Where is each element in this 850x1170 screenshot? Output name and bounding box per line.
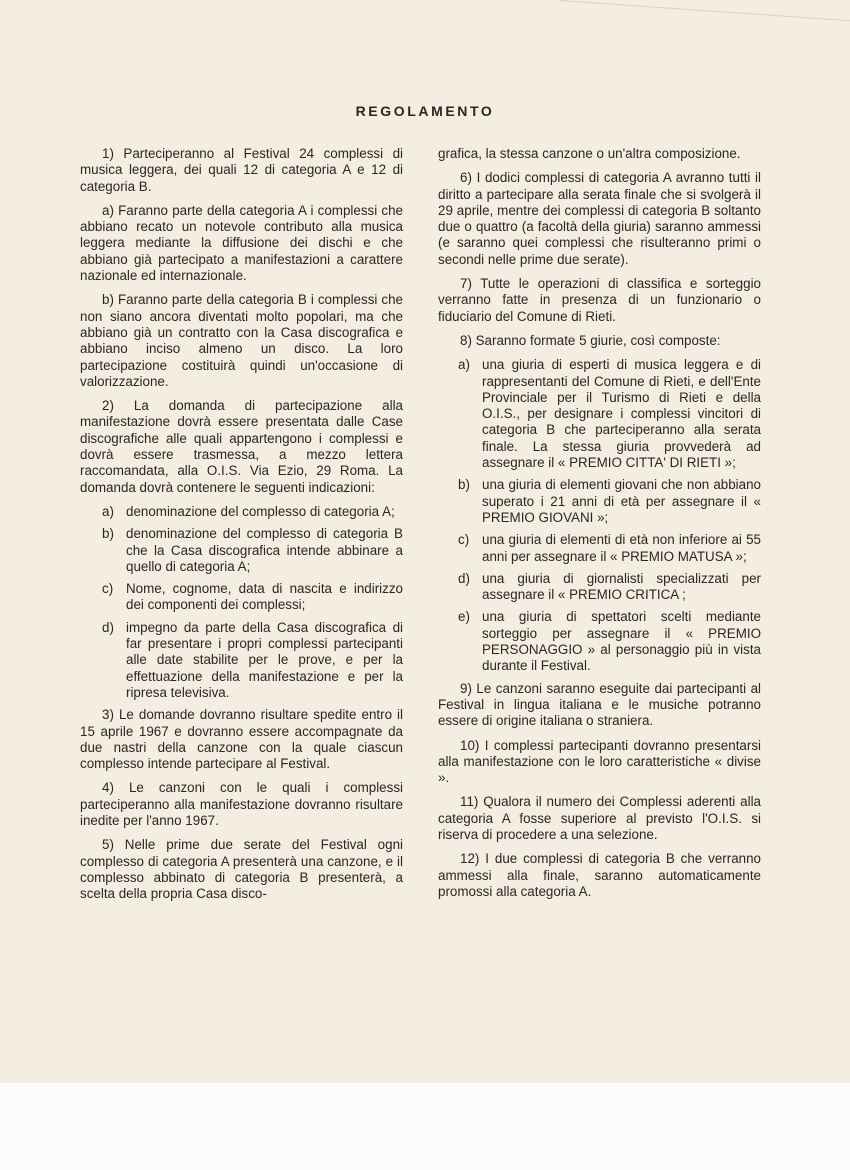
article-5: 5) Nelle prime due serate del Festival ogni complesso di categoria A presenterà una canzone, e il complesso abbinato di categoria B presenterà, a scelta della propria Casa disco- bbox=[80, 837, 403, 902]
list-item-text: Nome, cognome, data di nascita e indirizzo dei componenti dei complessi; bbox=[126, 581, 403, 613]
article-8: 8) Saranno formate 5 giurie, così composte: bbox=[460, 332, 721, 348]
list-item-text: denominazione del complesso di categoria A; bbox=[126, 503, 395, 519]
document-title: REGOLAMENTO bbox=[355, 103, 495, 119]
list-item-label: c) bbox=[458, 532, 470, 548]
list-item bbox=[102, 581, 403, 614]
list-item-text: una giuria di giornalisti specializzati per assegnare il « PREMIO CRITICA ; bbox=[482, 570, 761, 603]
list-item bbox=[458, 532, 761, 565]
list-item-label: e) bbox=[458, 609, 470, 625]
left-column bbox=[80, 146, 403, 910]
article-8-list bbox=[438, 357, 761, 674]
article-9: 9) Le canzoni saranno eseguite dai partecipanti al Festival in lingua italiana e le musiche potranno essere di origine italiana o straniera. bbox=[438, 680, 761, 729]
list-item-text: denominazione del complesso di categoria B che la Casa discografica intende abbinare a quello di categoria A; bbox=[126, 526, 403, 574]
article-3: 3) Le domande dovranno risultare spedite entro il 15 aprile 1967 e dovranno essere accompagnate da due nastri della canzone con la quale ciascun complesso intende partecipare al Festival. bbox=[80, 707, 403, 772]
list-item bbox=[102, 526, 403, 575]
article-2: 2) La domanda di partecipazione alla manifestazione dovrà essere presentata dalle Case discografiche alle quali appartengono i complessi e dovrà essere trasmessa, a mezzo lettera raccomandata, alla O.I.S. Via Ezio, 29 Roma. La domanda dovrà contenere le seguenti indicazioni: bbox=[80, 398, 403, 495]
background-below-page bbox=[0, 1083, 850, 1170]
article-1a: a) Faranno parte della categoria A i complessi che abbiano recato un notevole contributo alla musica leggera mediante la diffusione dei dischi e che abbiano già partecipato a manifestazioni a carattere nazionale ed internazionale. bbox=[80, 202, 403, 284]
article-2-list bbox=[80, 504, 403, 701]
list-item bbox=[458, 477, 761, 526]
list-item-text: una giuria di spettatori scelti mediante sorteggio per assegnare il « PREMIO PERSONAGGIO » al personaggio più in vista durante il Festival. bbox=[482, 609, 761, 674]
list-item bbox=[458, 609, 761, 674]
list-item-label: b) bbox=[458, 477, 470, 493]
list-item-label: a) bbox=[458, 357, 470, 373]
list-item bbox=[102, 620, 403, 701]
list-item-label: d) bbox=[102, 619, 114, 635]
list-item-label: b) bbox=[102, 526, 114, 542]
article-12: 12) I due complessi di categoria B che verranno ammessi alla finale, saranno automaticamente promossi alla categoria A. bbox=[438, 851, 761, 899]
list-item-text: una giuria di elementi giovani che non abbiano superato i 21 anni di età per assegnare il « PREMIO GIOVANI »; bbox=[482, 477, 761, 525]
list-item-label: c) bbox=[102, 581, 114, 597]
article-1: 1) Parteciperanno al Festival 24 complessi di musica leggera, dei quali 12 di categoria A e 12 di categoria B. bbox=[80, 146, 403, 194]
article-1b: b) Faranno parte della categoria B i complessi che non siano ancora diventati molto popolari, ma che abbiano già un contratto con la Casa discografica e abbiano inciso almeno un disco. La loro partecipazione costituirà quindi un'occasione di valorizzazione. bbox=[80, 292, 403, 389]
article-10: 10) I complessi partecipanti dovranno presentarsi alla manifestazione con le loro caratteristiche « divise ». bbox=[438, 737, 761, 786]
article-6: 6) I dodici complessi di categoria A avranno tutti il diritto a partecipare alla serata finale che si svolgerà il 29 aprile, mentre dei complessi di categoria B soltanto due o quattro (a facoltà della giuria) saranno ammessi (e saranno quei complessi che risulteranno primi o secondi nelle prime due serate). bbox=[438, 170, 761, 267]
list-item-label: d) bbox=[458, 570, 470, 586]
page-crease bbox=[560, 0, 850, 22]
list-item-text: una giuria di esperti di musica leggera e di rappresentanti del Comune di Rieti, e dell'Ente Provinciale per il Turismo di Rieti e della O.I.S., per designare i complessi vincitori di categoria B che parteciperanno alla serata finale. La stessa giuria provvederà ad assegnare il « PREMIO CITTA' DI RIETI »; bbox=[482, 357, 761, 471]
article-5-continued: grafica, la stessa canzone o un'altra composizione. bbox=[438, 146, 741, 161]
list-item bbox=[458, 571, 761, 604]
list-item bbox=[102, 504, 403, 520]
article-7: 7) Tutte le operazioni di classifica e sorteggio verranno fatte in presenza di un funzionario o fiduciario del Comune di Rieti. bbox=[438, 276, 761, 324]
right-column bbox=[438, 146, 761, 908]
article-11: 11) Qualora il numero dei Complessi aderenti alla categoria A fosse superiore al previsto l'O.I.S. si riserva di procedere a una selezione. bbox=[438, 794, 761, 842]
list-item bbox=[458, 357, 761, 471]
list-item-label: a) bbox=[102, 503, 114, 519]
list-item-text: impegno da parte della Casa discografica di far presentare i propri complessi partecipanti alle date stabilite per le prove, e per la effettuazione della manifestazione e per la ripresa televisiva. bbox=[126, 619, 403, 700]
article-4: 4) Le canzoni con le quali i complessi parteciperanno alla manifestazione dovranno risultare inedite per l'anno 1967. bbox=[80, 780, 403, 828]
list-item-text: una giuria di elementi di età non inferiore ai 55 anni per assegnare il « PREMIO MATUSA »; bbox=[482, 532, 761, 564]
